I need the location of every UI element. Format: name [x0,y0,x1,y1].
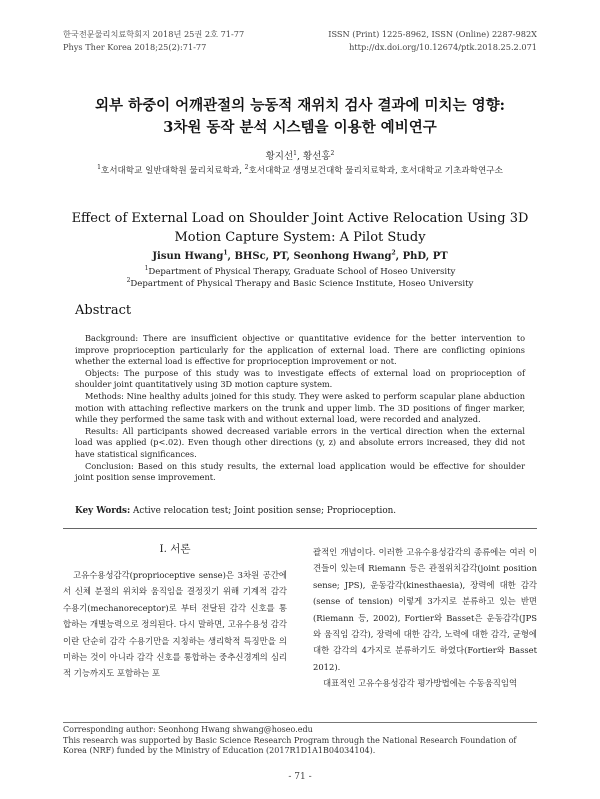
intro-paragraph-1-continued: 괄적인 개념이다. 이러한 고유수용성감각의 종류에는 여러 이견들이 있는데 Riemann 등은 관절위치감각(joint position sense; JPS), 운동감각(kinesthaesia), 장력에 대한 감각(sense of tension) 이렇게 3가지로 분류하고 있는 반면(Riemann 등, 2002), Fortier와 Basset은 운동감각(JPS와 움직임 감각), 장력에 대한 감각, 노력에 대한 감각, 균형에 대한 감각의 4가지로 분류하기도 하였다(Fortier와 Basset 2012). [313,547,537,672]
intro-paragraph-1: 고유수용성감각(proprioceptive sense)은 3차원 공간에서 신체 분절의 위치와 움직임을 결정짓기 위해 기계적 감각 수용기(mechanoreceptor)로 부터 전달된 감각 신호를 통합하는 개별능력으로 정의된다. 다시 말하면, 고유수용성 감각이란 단순히 감각 수용기만을 지칭하는 생리학적 특징만을 의미하는 것이 아니라 감각 신호를 통합하는 중추신경계의 심리적 기능까지도 포함하는 포 [63,570,287,679]
korean-title [0,95,600,139]
korean-title-line-1: 외부 하중이 어깨관절의 능동적 재위치 검사 결과에 미치는 영향: [95,97,505,114]
abstract-heading: Abstract [75,303,132,318]
english-affiliation-2: Department of Physical Therapy and Basic Science Institute, Hoseo University [130,279,474,289]
funding-statement: This research was supported by Basic Science Research Program through the National Research Foundation of Korea (NRF) funded by the Ministry of Education (2017R1D1A1B04034104). [63,735,517,755]
korean-authors: 황지선$^1$, 황선홍$^2$ [265,149,335,162]
korean-affiliation-1: 호서대학교 일반대학원 물리치료학과, [100,166,242,176]
keywords [75,506,525,516]
doi-link[interactable]: http://dx.doi.org/10.12674/ptk.2018.25.2.071 [349,41,537,52]
journal-citation-korean: 한국전문물리치료학회지 2018년 25권 2호 71-77 [63,29,245,39]
english-author-1: Jisun Hwang [152,251,224,262]
english-affiliations: $^1$Department of Physical Therapy, Graduate School of Hoseo University $^2$Department of Physical Therapy and Basic Science Institute, Hoseo University [126,265,474,289]
korean-title-line-2: 3차원 동작 분석 시스템을 이용한 예비연구 [163,119,437,136]
page-number: - 71 - [288,772,312,782]
keywords-label: Key Words: [75,506,131,516]
abstract-methods: Methods: Nine healthy adults joined for this study. They were asked to perform scapular plane abduction motion with attaching reflective markers on the trunk and upper limb. The 3D positions of finger marker, while they performed the same task with and without external load, were recorded and analyzed. [75,390,525,425]
english-affiliation-1: Department of Physical Therapy, Graduate School of Hoseo University [148,267,456,277]
keywords-list: Active relocation test; Joint position sense; Proprioception. [133,506,397,516]
english-authors: Jisun Hwang$^1$, BHSc, PT, Seonhong Hwang$^2$, PhD, PT [152,249,448,262]
abstract-results: Results: All participants showed decreased variable errors in the vertical direction when the external load was applied (p<.02). Even though other directions (y, z) and absolute errors increased, they did not have statistical significances. [75,425,525,459]
korean-author-2: 황선홍 [303,151,331,162]
korean-affiliations: $^1$호서대학교 일반대학원 물리치료학과, $^2$호서대학교 생명보건대학 물리치료학과, 호서대학교 기초과학연구소 [97,164,503,176]
english-title [0,209,600,247]
abstract-body [75,333,525,484]
section-heading-introduction: Ⅰ. 서론 [159,543,191,555]
intro-paragraph-2: 대표적인 고유수용성감각 평가방법에는 수동움직임역 [323,678,518,689]
english-title-line-2: Motion Capture System: A Pilot Study [174,230,426,245]
issn-line: ISSN (Print) 1225-8962, ISSN (Online) 2287-982X [328,29,537,39]
journal-header-right [328,28,537,53]
body-column-right [313,544,537,692]
footnote-divider [63,722,537,723]
abstract-objects: Objects: The purpose of this study was to investigate effects of external load on proprioception of shoulder joint quantitatively using 3D motion capture system. [75,367,525,390]
journal-header-left [63,28,244,53]
english-title-line-1: Effect of External Load on Shoulder Joint Active Relocation Using 3D [71,211,529,226]
english-author-2: Seonhong Hwang [293,251,392,262]
abstract-background: Background: There are insufficient objective or quantitative evidence for the better intervention to improve proprioception particularly for the application of external load. There are conflicting opinions whether the external load is effective for proprioception improvement or not. [75,333,525,367]
abstract-conclusion: Conclusion: Based on this study results, the external load application would be effective for shoulder joint position sense improvement. [75,460,525,483]
korean-author-1: 황지선 [265,151,294,162]
english-author-1-degrees: , BHSc, PT, [227,251,290,262]
corresponding-author: Corresponding author: Seonhong Hwang shwang@hoseo.edu [63,725,313,734]
body-column-left [63,535,287,682]
english-author-2-degrees: , PhD, PT [395,251,448,262]
section-divider [63,528,537,529]
footnote [63,725,537,757]
journal-citation-english: Phys Ther Korea 2018;25(2):71-77 [63,41,207,52]
korean-affiliation-2: 호서대학교 생명보건대학 물리치료학과, 호서대학교 기초과학연구소 [248,166,503,176]
